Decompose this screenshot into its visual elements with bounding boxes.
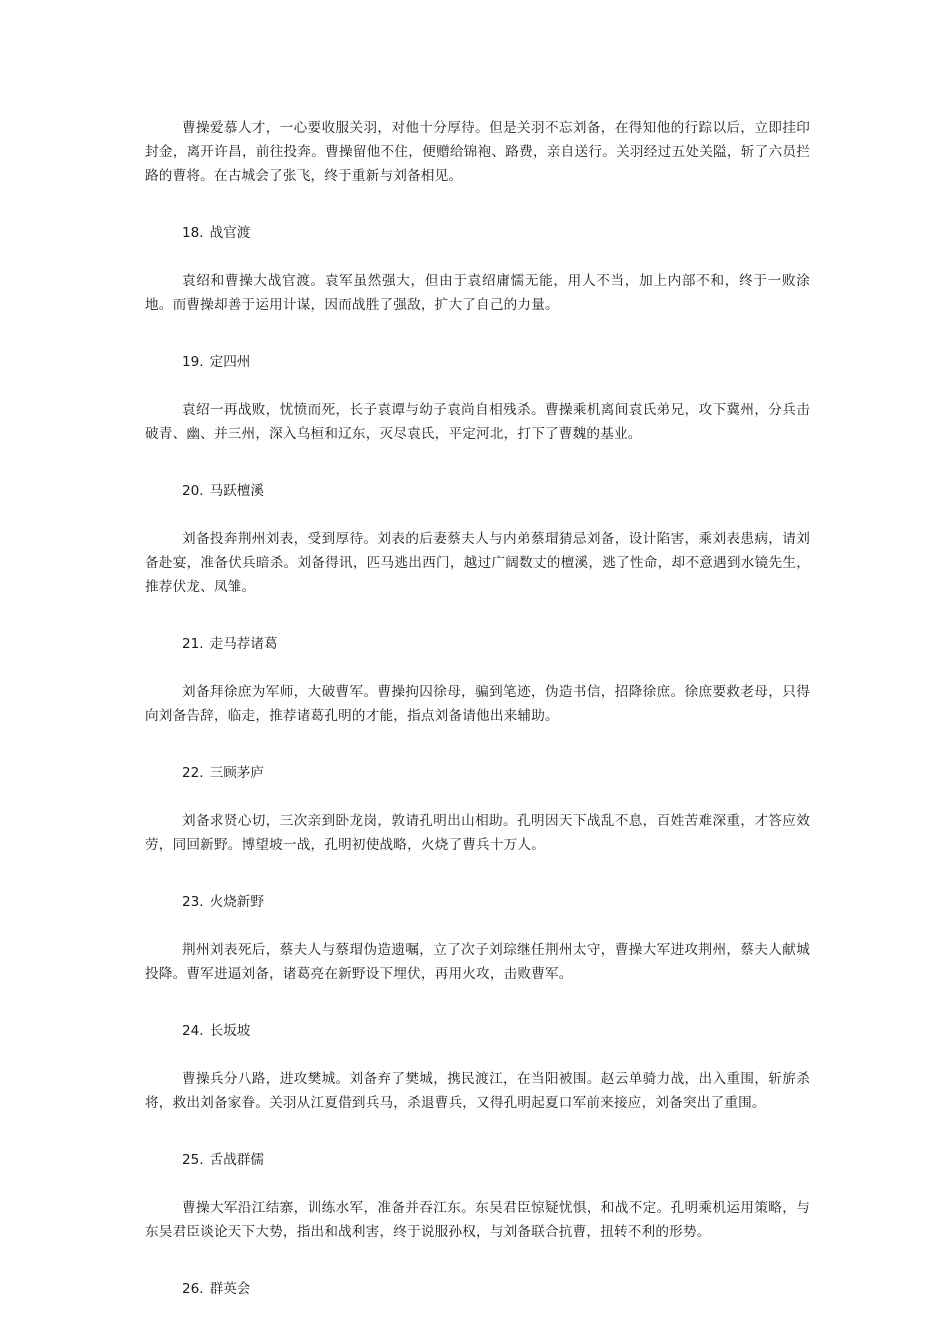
paragraph-guan-yu: 曹操爱慕人才，一心要收服关羽，对他十分厚待。但是关羽不忘刘备，在得知他的行踪以后，立即挂印封金，离开许昌，前往投奔。曹操留他不住，便赠给锦袍、路费，亲自送行。关羽经过五处关隘，斩了六员拦路的曹将。在古城会了张飞，终于重新与刘备相见。 [145, 120, 810, 184]
section-number: 25. [182, 1152, 204, 1168]
section-heading-22 [145, 761, 810, 785]
paragraph-20: 刘备投奔荆州刘表，受到厚待。刘表的后妻蔡夫人与内弟蔡瑁猜忌刘备，设计陷害，乘刘表患病，请刘备赴宴，准备伏兵暗杀。刘备得讯，匹马逃出西门，越过广阔数丈的檀溪，逃了性命，却不意遇到水镜先生，推荐伏龙、凤雏。 [145, 531, 810, 595]
paragraph-22: 刘备求贤心切，三次亲到卧龙岗，敦请孔明出山相助。孔明因天下战乱不息，百姓苦难深重，才答应效劳，同回新野。博望坡一战，孔明初使战略，火烧了曹兵十万人。 [145, 813, 810, 853]
section-heading-19 [145, 350, 810, 374]
section-number: 22. [182, 765, 204, 781]
section-number: 18. [182, 225, 204, 241]
paragraph-18: 袁绍和曹操大战官渡。袁军虽然强大，但由于袁绍庸懦无能，用人不当，加上内部不和，终于一败涂地。而曹操却善于运用计谋，因而战胜了强敌，扩大了自己的力量。 [145, 273, 810, 313]
section-number: 26. [182, 1281, 204, 1297]
section-number: 23. [182, 894, 204, 910]
section-title: 群英会 [209, 1281, 251, 1297]
section-heading-20 [145, 479, 810, 503]
section-heading-25 [145, 1148, 810, 1172]
section-number: 24. [182, 1023, 204, 1039]
document-page [145, 116, 810, 1301]
paragraph-25: 曹操大军沿江结寨，训练水军，准备并吞江东。东吴君臣惊疑忧惧，和战不定。孔明乘机运用策略，与东吴君臣谈论天下大势，指出和战利害，终于说服孙权，与刘备联合抗曹，扭转不利的形势。 [145, 1200, 810, 1240]
section-heading-23 [145, 890, 810, 914]
section-title: 马跃檀溪 [209, 483, 264, 499]
section-number: 20. [182, 483, 204, 499]
section-title: 舌战群儒 [209, 1152, 264, 1168]
section-heading-18 [145, 221, 810, 245]
section-heading-21 [145, 632, 810, 656]
paragraph-21: 刘备拜徐庶为军师，大破曹军。曹操拘囚徐母，骗到笔迹，伪造书信，招降徐庶。徐庶要救老母，只得向刘备告辞，临走，推荐诸葛孔明的才能，指点刘备请他出来辅助。 [145, 684, 810, 724]
paragraph-24: 曹操兵分八路，进攻樊城。刘备弃了樊城，携民渡江，在当阳被围。赵云单骑力战，出入重围，斩旂杀将，救出刘备家眷。关羽从江夏借到兵马，杀退曹兵，又得孔明起夏口军前来接应，刘备突出了重围。 [145, 1071, 810, 1111]
section-number: 19. [182, 354, 204, 370]
section-title: 定四州 [209, 354, 251, 370]
section-heading-24 [145, 1019, 810, 1043]
section-title: 三顾茅庐 [209, 765, 264, 781]
section-heading-26 [145, 1277, 810, 1301]
section-title: 战官渡 [209, 225, 251, 241]
paragraph-23: 荆州刘表死后，蔡夫人与蔡瑁伪造遗嘱，立了次子刘琮继任荆州太守，曹操大军进攻荆州，蔡夫人献城投降。曹军进逼刘备，诸葛亮在新野设下埋伏，再用火攻，击败曹军。 [145, 942, 810, 982]
paragraph-19: 袁绍一再战败，忧愤而死，长子袁谭与幼子袁尚自相残杀。曹操乘机离间袁氏弟兄，攻下冀州，分兵击破青、幽、并三州，深入乌桓和辽东，灭尽袁氏，平定河北，打下了曹魏的基业。 [145, 402, 810, 442]
section-title: 火烧新野 [209, 894, 264, 910]
section-title: 长坂坡 [209, 1023, 251, 1039]
section-number: 21. [182, 636, 204, 652]
section-title: 走马荐诸葛 [209, 636, 278, 652]
